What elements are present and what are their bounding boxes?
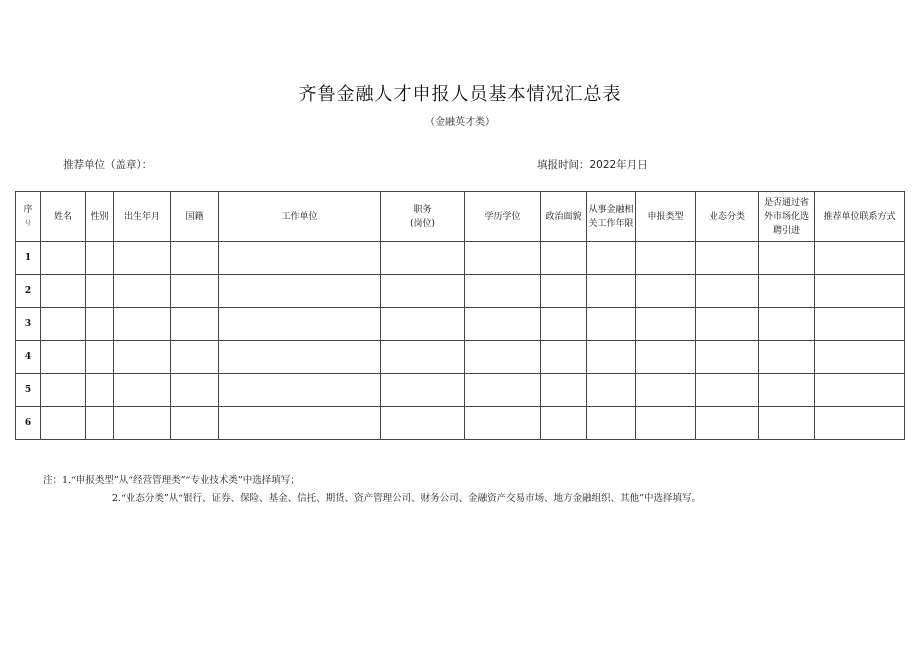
cell-contact[interactable] — [815, 242, 905, 275]
note-2: 2.“业态分类”从“银行、证券、保险、基金、信托、期货、资产管理公司、财务公司、金融资产交易市场、地方金融组织、其他”中选择填写。 — [112, 493, 701, 504]
cell-birth[interactable] — [114, 242, 171, 275]
cell-education[interactable] — [465, 308, 541, 341]
cell-workplace[interactable] — [219, 341, 381, 374]
table-row — [16, 308, 905, 341]
header-years-line2: 关工作年限 — [588, 218, 634, 229]
cell-education[interactable] — [465, 374, 541, 407]
row-number: 1 — [16, 242, 41, 275]
cell-nationality[interactable] — [171, 275, 219, 308]
cell-market[interactable] — [759, 374, 815, 407]
cell-business-type[interactable] — [696, 275, 759, 308]
header-seq — [16, 192, 41, 242]
header-education: 学历学位 — [465, 192, 541, 242]
cell-business-type[interactable] — [696, 242, 759, 275]
cell-workplace[interactable] — [219, 407, 381, 440]
cell-name[interactable] — [41, 407, 86, 440]
cell-politics[interactable] — [541, 275, 587, 308]
cell-birth[interactable] — [114, 374, 171, 407]
row-number: 3 — [16, 308, 41, 341]
header-name: 姓名 — [41, 192, 86, 242]
table-row — [16, 242, 905, 275]
cell-contact[interactable] — [815, 374, 905, 407]
cell-name[interactable] — [41, 341, 86, 374]
cell-birth[interactable] — [114, 407, 171, 440]
cell-politics[interactable] — [541, 308, 587, 341]
cell-market[interactable] — [759, 308, 815, 341]
cell-apply-type[interactable] — [636, 308, 696, 341]
header-years — [587, 192, 636, 242]
cell-contact[interactable] — [815, 308, 905, 341]
cell-politics[interactable] — [541, 341, 587, 374]
header-apply-type: 申报类型 — [636, 192, 696, 242]
cell-gender[interactable] — [86, 407, 114, 440]
cell-years[interactable] — [587, 407, 636, 440]
cell-market[interactable] — [759, 341, 815, 374]
cell-workplace[interactable] — [219, 242, 381, 275]
cell-position[interactable] — [381, 242, 465, 275]
header-position-line2: (岗位) — [409, 218, 436, 229]
cell-business-type[interactable] — [696, 407, 759, 440]
header-position-line1: 职务 — [413, 204, 432, 215]
cell-position[interactable] — [381, 341, 465, 374]
cell-nationality[interactable] — [171, 374, 219, 407]
header-market — [759, 192, 815, 242]
header-birth: 出生年月 — [114, 192, 171, 242]
row-number: 6 — [16, 407, 41, 440]
recommend-unit-label: 推荐单位（盖章）： — [63, 159, 153, 171]
header-seq-small: 号 — [24, 219, 31, 227]
cell-workplace[interactable] — [219, 374, 381, 407]
header-market-line3: 聘引进 — [772, 225, 800, 236]
cell-years[interactable] — [587, 242, 636, 275]
cell-birth[interactable] — [114, 341, 171, 374]
header-gender: 性别 — [86, 192, 114, 242]
cell-birth[interactable] — [114, 308, 171, 341]
cell-apply-type[interactable] — [636, 242, 696, 275]
cell-birth[interactable] — [114, 275, 171, 308]
cell-politics[interactable] — [541, 242, 587, 275]
cell-business-type[interactable] — [696, 308, 759, 341]
header-workplace: 工作单位 — [219, 192, 381, 242]
cell-politics[interactable] — [541, 407, 587, 440]
cell-name[interactable] — [41, 374, 86, 407]
table-header-row — [16, 192, 905, 242]
header-years-line1: 从事金融相 — [588, 204, 634, 215]
cell-market[interactable] — [759, 407, 815, 440]
header-seq-label: 序 — [23, 204, 33, 215]
table-row — [16, 341, 905, 374]
cell-nationality[interactable] — [171, 407, 219, 440]
table-row — [16, 374, 905, 407]
table-body — [16, 242, 905, 440]
row-number: 4 — [16, 341, 41, 374]
cell-name[interactable] — [41, 308, 86, 341]
cell-politics[interactable] — [541, 374, 587, 407]
row-number: 5 — [16, 374, 41, 407]
cell-gender[interactable] — [86, 275, 114, 308]
cell-years[interactable] — [587, 275, 636, 308]
page-subtitle: （金融英才类） — [425, 117, 495, 128]
cell-gender[interactable] — [86, 374, 114, 407]
cell-name[interactable] — [41, 242, 86, 275]
cell-business-type[interactable] — [696, 374, 759, 407]
header-politics: 政治面貌 — [541, 192, 587, 242]
cell-gender[interactable] — [86, 242, 114, 275]
cell-position[interactable] — [381, 275, 465, 308]
cell-position[interactable] — [381, 374, 465, 407]
fill-time-label: 填报时间：2022年月日 — [537, 159, 648, 171]
header-contact: 推荐单位联系方式 — [815, 192, 905, 242]
cell-years[interactable] — [587, 341, 636, 374]
cell-name[interactable] — [41, 275, 86, 308]
header-market-line1: 是否通过省 — [763, 197, 809, 208]
cell-years[interactable] — [587, 308, 636, 341]
cell-contact[interactable] — [815, 275, 905, 308]
note-1: 注：1.“申报类型”从“经营管理类”“专业技术类”中选择填写； — [43, 475, 300, 486]
cell-education[interactable] — [465, 242, 541, 275]
cell-position[interactable] — [381, 407, 465, 440]
header-business-type: 业态分类 — [696, 192, 759, 242]
cell-market[interactable] — [759, 275, 815, 308]
cell-nationality[interactable] — [171, 341, 219, 374]
cell-education[interactable] — [465, 407, 541, 440]
cell-contact[interactable] — [815, 341, 905, 374]
cell-position[interactable] — [381, 308, 465, 341]
cell-business-type[interactable] — [696, 341, 759, 374]
header-market-line2: 外市场化选 — [763, 211, 809, 222]
cell-years[interactable] — [587, 374, 636, 407]
cell-apply-type[interactable] — [636, 275, 696, 308]
row-number: 2 — [16, 275, 41, 308]
header-position — [381, 192, 465, 242]
cell-workplace[interactable] — [219, 308, 381, 341]
cell-gender[interactable] — [86, 308, 114, 341]
cell-workplace[interactable] — [219, 275, 381, 308]
cell-education[interactable] — [465, 341, 541, 374]
cell-apply-type[interactable] — [636, 407, 696, 440]
summary-table — [15, 191, 905, 440]
header-nationality: 国籍 — [171, 192, 219, 242]
table-row — [16, 275, 905, 308]
cell-nationality[interactable] — [171, 242, 219, 275]
cell-market[interactable] — [759, 242, 815, 275]
page-title: 齐鲁金融人才申报人员基本情况汇总表 — [298, 84, 622, 105]
table-row — [16, 407, 905, 440]
cell-apply-type[interactable] — [636, 341, 696, 374]
cell-contact[interactable] — [815, 407, 905, 440]
cell-gender[interactable] — [86, 341, 114, 374]
cell-apply-type[interactable] — [636, 374, 696, 407]
cell-education[interactable] — [465, 275, 541, 308]
cell-nationality[interactable] — [171, 308, 219, 341]
